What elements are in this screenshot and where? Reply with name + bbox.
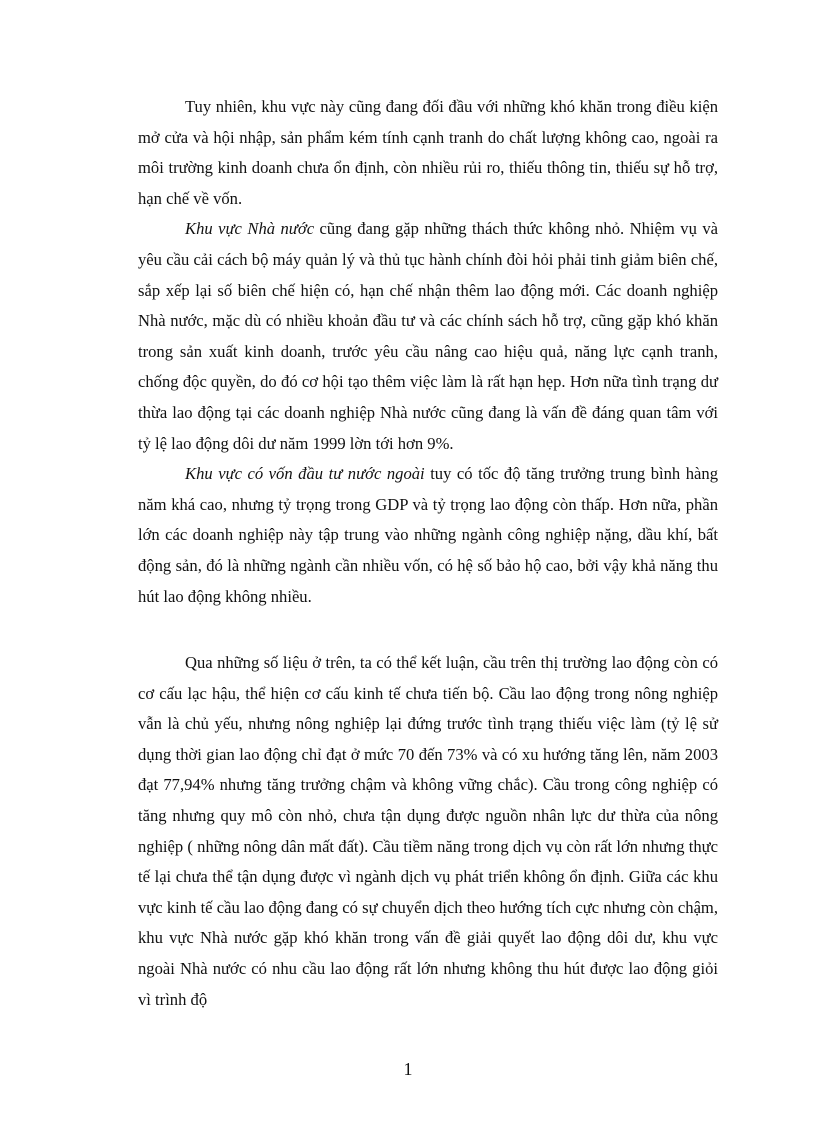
page-number: 1 [403,1059,413,1079]
paragraph-body: Tuy nhiên, khu vực này cũng đang đối đầu với những khó khăn trong điều kiện mở cửa và hội nhập, sản phẩm kém tính cạnh tranh do chất lượng không cao, ngoài ra môi trường kinh doanh chưa ổn định, còn nhiều rủi ro, thiếu thông tin, thiếu sự hỗ trợ, hạn chế về vốn. [138,97,718,208]
paragraph-foreign-investment-sector [138,459,718,612]
paragraph-conclusion [138,648,718,1015]
paragraph-lead-italic: Khu vực Nhà nước [185,219,315,239]
paragraph-body: Qua những số liệu ở trên, ta có thể kết luận, cầu trên thị trường lao động còn có cơ cấu lạc hậu, thể hiện cơ cấu kinh tế chưa tiến bộ. Cầu lao động trong nông nghiệp vẫn là chủ yếu, nhưng nông nghiệp lại đứng trước tình trạng thiếu việc làm (tỷ lệ sử dụng thời gian lao động chỉ đạt ở mức 70 đến 73% và có xu hướng tăng lên, năm 2003 đạt 77,94% nhưng tăng trưởng chậm và không vững chắc). Cầu trong công nghiệp có tăng nhưng quy mô còn nhỏ, chưa tận dụng được nguồn nhân lực dư thừa của nông nghiệp ( những nông dân mất đất). Cầu tiềm năng trong dịch vụ còn rất lớn nhưng thực tế lại chưa thể tận dụng được vì ngành dịch vụ phát triển không ổn định. Giữa các khu vực kinh tế cầu lao động đang có sự chuyển dịch theo hướng tích cực nhưng còn chậm, khu vực Nhà nước gặp khó khăn trong vấn đề giải quyết lao động dôi dư, khu vực ngoài Nhà nước có nhu cầu lao động rất lớn nhưng không thu hút được lao động giỏi vì trình độ [138,653,718,1009]
paragraph-body: tuy có tốc độ tăng trưởng trung bình hàng năm khá cao, nhưng tỷ trọng trong GDP và tỷ trọng lao động còn thấp. Hơn nữa, phần lớn các doanh nghiệp này tập trung vào những ngành công nghiệp nặng, dầu khí, bất động sản, đó là những ngành cần nhiều vốn, có hệ số bảo hộ cao, bởi vậy khả năng thu hút lao động không nhiều. [138,464,718,606]
paragraph-body: cũng đang gặp những thách thức không nhỏ. Nhiệm vụ và yêu cầu cải cách bộ máy quản lý và thủ tục hành chính đòi hỏi phải tinh giảm biên chế, sắp xếp lại số biên chế hiện có, hạn chế nhận thêm lao động mới. Các doanh nghiệp Nhà nước, mặc dù có nhiều khoản đầu tư và các chính sách hỗ trợ, cũng gặp khó khăn trong sản xuất kinh doanh, trước yêu cầu nâng cao hiệu quả, năng lực cạnh tranh, chống độc quyền, do đó cơ hội tạo thêm việc làm là rất hạn hẹp. Hơn nữa tình trạng dư thừa lao động tại các doanh nghiệp Nhà nước cũng đang là vấn đề đáng quan tâm với tỷ lệ lao động dôi dư năm 1999 lờn tới hơn 9%. [138,219,718,453]
paragraph-private-sector-difficulties [138,92,718,214]
paragraph-lead-italic: Khu vực có vốn đầu tư nước ngoài [185,464,425,484]
paragraph-state-sector [138,214,718,459]
text-section-upper [138,92,718,612]
text-section-lower [138,648,718,1015]
